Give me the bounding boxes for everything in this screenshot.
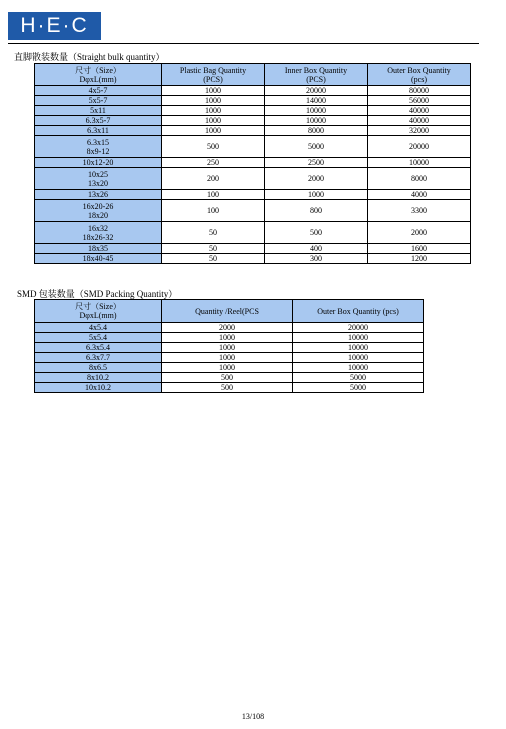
- table-header-row: [35, 300, 424, 323]
- inner-box-quantity-cell: 5000: [265, 136, 368, 158]
- plastic-bag-quantity-cell: 1000: [162, 106, 265, 116]
- size-cell: [35, 116, 162, 126]
- outer-box-quantity-cell: 1200: [368, 254, 471, 264]
- table-row: [35, 106, 471, 116]
- quantity-per-reel-cell: 2000: [162, 323, 293, 333]
- quantity-per-reel-cell: 500: [162, 373, 293, 383]
- header-quantity-per-reel: Quantity /Reel(PCS: [162, 300, 293, 323]
- outer-box-quantity-cell: 40000: [368, 106, 471, 116]
- plastic-bag-quantity-cell: 1000: [162, 126, 265, 136]
- outer-box-quantity-cell: 10000: [293, 363, 424, 373]
- header-plastic-bag-quantity: Plastic Bag Quantity (PCS): [162, 64, 265, 86]
- size-cell: [35, 254, 162, 264]
- plastic-bag-quantity-cell: 50: [162, 244, 265, 254]
- table-row: [35, 190, 471, 200]
- section2-title: SMD 包装数量（SMD Packing Quantity）: [17, 289, 178, 299]
- size-value: 18x35: [88, 244, 108, 253]
- size-cell: [35, 200, 162, 222]
- outer-box-quantity-cell: 10000: [368, 158, 471, 168]
- outer-box-quantity-cell: 10000: [293, 333, 424, 343]
- size-cell: [35, 96, 162, 106]
- table-row: [35, 96, 471, 106]
- size-value: 18x40-45: [82, 254, 114, 263]
- size-value: 6.3x11: [87, 126, 109, 135]
- inner-box-quantity-cell: 8000: [265, 126, 368, 136]
- header-inner-box-quantity: Inner Box Quantity (PCS): [265, 64, 368, 86]
- table-row: [35, 343, 424, 353]
- outer-box-quantity-cell: 5000: [293, 373, 424, 383]
- inner-box-quantity-cell: 10000: [265, 116, 368, 126]
- outer-box-quantity-cell: 80000: [368, 86, 471, 96]
- inner-box-quantity-cell: 500: [265, 222, 368, 244]
- table-row: [35, 244, 471, 254]
- quantity-per-reel-cell: 1000: [162, 333, 293, 343]
- size-cell: 8x10.2: [35, 373, 162, 383]
- header-size: 尺寸（Size） DφxL(mm): [35, 300, 162, 323]
- quantity-per-reel-cell: 1000: [162, 363, 293, 373]
- size-cell: [35, 222, 162, 244]
- size-cell: [35, 126, 162, 136]
- outer-box-quantity-cell: 20000: [293, 323, 424, 333]
- size-value: 13x26: [88, 190, 108, 199]
- outer-box-quantity-cell: 10000: [293, 343, 424, 353]
- quantity-per-reel-cell: 1000: [162, 343, 293, 353]
- size-value: 8x9-12: [86, 146, 110, 156]
- table-row: [35, 323, 424, 333]
- quantity-per-reel-cell: 1000: [162, 353, 293, 363]
- size-cell: 5x5.4: [35, 333, 162, 343]
- table-row: [35, 363, 424, 373]
- table-row: [35, 86, 471, 96]
- plastic-bag-quantity-cell: 1000: [162, 116, 265, 126]
- hec-logo: H·E·C: [8, 12, 101, 40]
- table-row: [35, 126, 471, 136]
- inner-box-quantity-cell: 14000: [265, 96, 368, 106]
- size-value: 5x5-7: [88, 96, 108, 105]
- size-value: 6.3x5-7: [85, 116, 111, 125]
- size-cell: [35, 190, 162, 200]
- size-value: 18x20: [88, 210, 108, 220]
- plastic-bag-quantity-cell: 50: [162, 254, 265, 264]
- plastic-bag-quantity-cell: 50: [162, 222, 265, 244]
- plastic-bag-quantity-cell: 1000: [162, 96, 265, 106]
- size-value: 10x12-20: [82, 158, 114, 167]
- outer-box-quantity-cell: 20000: [368, 136, 471, 158]
- plastic-bag-quantity-cell: 250: [162, 158, 265, 168]
- plastic-bag-quantity-cell: 500: [162, 136, 265, 158]
- outer-box-quantity-cell: 5000: [293, 383, 424, 393]
- header-rule: [8, 43, 479, 44]
- outer-box-quantity-cell: 1600: [368, 244, 471, 254]
- inner-box-quantity-cell: 2500: [265, 158, 368, 168]
- smd-packing-quantity-table: [34, 299, 424, 393]
- section1-title: 直脚散装数量（Straight bulk quantity）: [14, 52, 165, 62]
- size-value: 4x5-7: [88, 86, 108, 95]
- size-cell: 10x10.2: [35, 383, 162, 393]
- table-row: [35, 136, 471, 158]
- table-header-row: [35, 64, 471, 86]
- size-value: 18x26-32: [82, 232, 114, 242]
- size-cell: [35, 158, 162, 168]
- outer-box-quantity-cell: 32000: [368, 126, 471, 136]
- table-row: [35, 200, 471, 222]
- table-row: [35, 168, 471, 190]
- inner-box-quantity-cell: 800: [265, 200, 368, 222]
- size-cell: [35, 106, 162, 116]
- size-value: 10x25: [88, 169, 108, 179]
- outer-box-quantity-cell: 2000: [368, 222, 471, 244]
- table-row: [35, 383, 424, 393]
- table-row: [35, 373, 424, 383]
- plastic-bag-quantity-cell: 100: [162, 190, 265, 200]
- size-cell: 6.3x5.4: [35, 343, 162, 353]
- outer-box-quantity-cell: 56000: [368, 96, 471, 106]
- table-row: [35, 158, 471, 168]
- table-row: [35, 333, 424, 343]
- plastic-bag-quantity-cell: 200: [162, 168, 265, 190]
- table-row: [35, 222, 471, 244]
- header-size: 尺寸（Size） DφxL(mm): [35, 64, 162, 86]
- outer-box-quantity-cell: 10000: [293, 353, 424, 363]
- size-value: 16x32: [88, 223, 108, 233]
- plastic-bag-quantity-cell: 100: [162, 200, 265, 222]
- size-value: 13x20: [88, 178, 108, 188]
- inner-box-quantity-cell: 300: [265, 254, 368, 264]
- header-outer-box-quantity: Outer Box Quantity (pcs): [293, 300, 424, 323]
- size-value: 6.3x15: [87, 137, 109, 147]
- outer-box-quantity-cell: 3300: [368, 200, 471, 222]
- inner-box-quantity-cell: 20000: [265, 86, 368, 96]
- straight-bulk-quantity-table: [34, 63, 471, 264]
- header-outer-box-quantity: Outer Box Quantity (pcs): [368, 64, 471, 86]
- inner-box-quantity-cell: 1000: [265, 190, 368, 200]
- inner-box-quantity-cell: 400: [265, 244, 368, 254]
- size-cell: [35, 168, 162, 190]
- quantity-per-reel-cell: 500: [162, 383, 293, 393]
- outer-box-quantity-cell: 8000: [368, 168, 471, 190]
- plastic-bag-quantity-cell: 1000: [162, 86, 265, 96]
- outer-box-quantity-cell: 40000: [368, 116, 471, 126]
- inner-box-quantity-cell: 10000: [265, 106, 368, 116]
- outer-box-quantity-cell: 4000: [368, 190, 471, 200]
- size-cell: [35, 244, 162, 254]
- size-cell: 4x5.4: [35, 323, 162, 333]
- size-cell: [35, 86, 162, 96]
- size-cell: 6.3x7.7: [35, 353, 162, 363]
- inner-box-quantity-cell: 2000: [265, 168, 368, 190]
- size-cell: [35, 136, 162, 158]
- size-value: 16x20-26: [82, 201, 114, 211]
- page-number: 13/108: [241, 712, 265, 721]
- size-value: 5x11: [90, 106, 106, 115]
- table-row: [35, 353, 424, 363]
- table-row: [35, 254, 471, 264]
- size-cell: 8x6.5: [35, 363, 162, 373]
- table-row: [35, 116, 471, 126]
